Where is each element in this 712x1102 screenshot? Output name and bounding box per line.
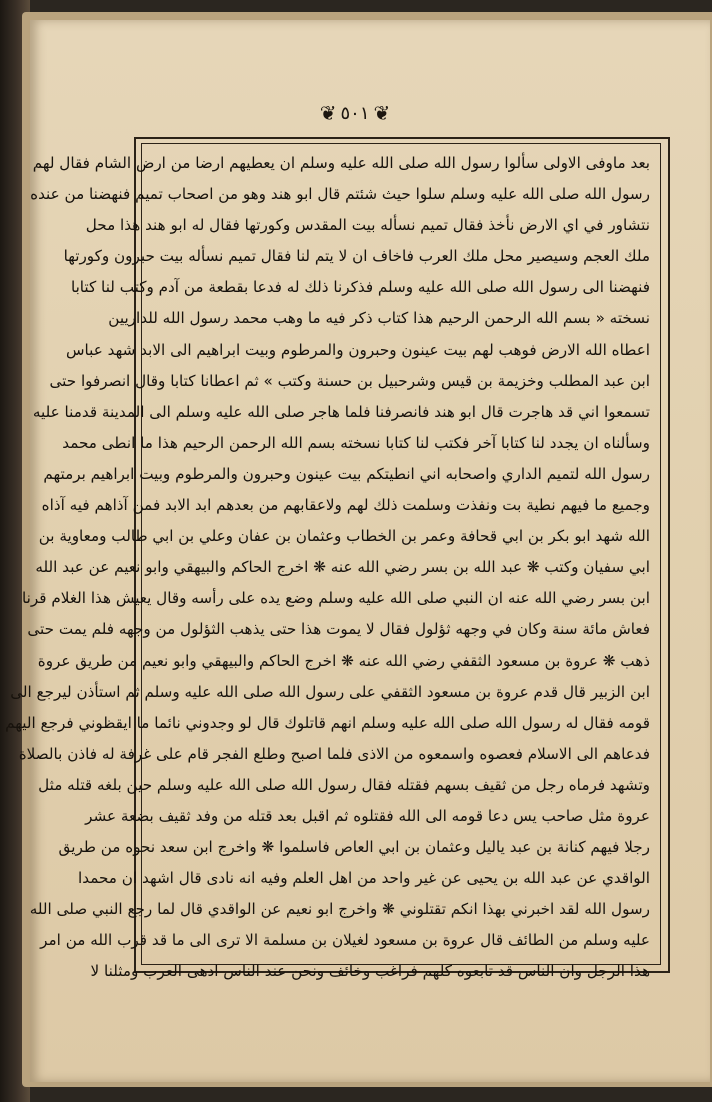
text-line: بعد ماوفى الاولى سألوا رسول الله صلى الله عليه وسلم ان يعطيهم ارضا من ارض الشام فقال لهم	[32, 154, 650, 172]
text-line: هذا الرجل وان الناس قد تابعوه كلهم فراغب وخائف ونحن عند الناس ادهى العرب ومثلنا لا	[90, 962, 650, 981]
text-line: رسول الله لتميم الداري واصحابه اني انطيتكم بيت عينون وحبرون والمرطوم وبيت ابراهيم برمتهم	[43, 464, 650, 483]
text-line: ابن الزبير قال قدم عروة بن مسعود الثقفي على رسول الله صلى الله عليه وسلم ثم استأذن ليرجع الى	[10, 682, 650, 701]
text-line: ابن عبد المطلب وخزيمة بن قيس وشرحبيل بن حسنة وكتب » ثم اعطانا كتابا وقال انصرفوا حتى	[49, 371, 650, 390]
text-line: وتشهد فرماه رجل من ثقيف بسهم فقتله فقال رسول الله صلى الله عليه وسلم حين بلغه قتله مثل	[38, 775, 650, 794]
page-header	[290, 96, 420, 130]
text-line: رسول الله صلى الله عليه وسلم سلوا حيث شئتم قال ابو هند وهو من اصحاب تميم فنهضنا من عنده	[30, 185, 650, 204]
text-line: عروة مثل صاحب يس دعا قومه الى الله فقتلوه ثم اقبل بعد قتله من وفد ثقيف بضعة عشر	[85, 806, 650, 825]
text-line: ملك العجم وسيصير محل ملك العرب فاخاف ان لا يتم لنا فقال تميم نسأله بيت حبرون وكورتها	[63, 247, 650, 266]
text-line: عليه وسلم من الطائف قال عروة بن مسعود لغيلان بن مسلمة الا ترى الى ما قد قرب الله من امر	[40, 931, 650, 950]
text-line: رجلا فيهم كنانة بن عبد ياليل وعثمان بن ابي العاص فاسلموا ❋ واخرج ابن سعد نحوه من طريق	[58, 838, 650, 857]
text-line: تسمعوا اني قد هاجرت قال ابو هند فانصرفنا فلما هاجر صلى الله عليه وسلم الى المدينة قدمنا عليه	[32, 402, 650, 421]
text-line: اعطاه الله الارض فوهب لهم بيت عينون وحبرون والمرطوم وبيت ابراهيم الى الابد شهد عباس	[66, 340, 650, 359]
page-number: ٥٠١	[340, 102, 370, 124]
text-line: قومه فقال له رسول الله صلى الله عليه وسلم انهم قاتلوك قال لو وجدوني نائما ما ايقظوني فرجع اليهم	[5, 713, 650, 732]
text-line: وسألناه ان يجدد لنا كتابا آخر فكتب لنا كتابا نسخته بسم الله الرحمن الرحيم هذا ما انطى محمد	[62, 433, 650, 452]
text-line: فدعاهم الى الاسلام فعصوه واسمعوه من الاذى فلما اصبح وطلع الفجر قام على غرفة له فاذن بالصلاة	[18, 744, 650, 763]
text-line: نسخته « بسم الله الرحمن الرحيم هذا كتاب ذكر فيه ما وهب محمد رسول الله للداريين	[108, 309, 650, 328]
ornament-icon-left: ❦	[319, 101, 337, 125]
text-line: وجميع ما فيهم نطية بت ونفذت وسلمت ذلك لهم ولاعقابهم من بعدهم ابد الابد فمن آذاهم فيه آذاه	[41, 496, 650, 515]
text-line: فعاش مائة سنة وكان في وجهه ثؤلول فقال لا يموت هذا حتى يذهب الثؤلول من وجهه فلم يمت حتى	[27, 620, 650, 639]
text-line: فنهضنا الى رسول الله صلى الله عليه وسلم فذكرنا ذلك له فدعا بقطعة من آدم وكتب لنا كتابا	[70, 278, 650, 297]
text-line: رسول الله لقد اخبرني بهذا انكم تقتلوني ❋ واخرج ابو نعيم عن الواقدي قال لما رجع النبي صلى الله	[29, 900, 650, 919]
text-line: ابي سفيان وكتب ❋ عبد الله بن بسر رضي الله عنه ❋ اخرج الحاكم والبيهقي وابو نعيم عن عبد الله	[35, 558, 650, 577]
text-line: نتشاور في اي الارض نأخذ فقال تميم نسأله بيت المقدس وكورتها فقال له ابو هند هذا محل	[85, 216, 650, 235]
text-line: ذهب ❋ عروة بن مسعود الثقفي رضي الله عنه ❋ اخرج الحاكم والبيهقي وابو نعيم من طريق عروة	[37, 651, 650, 670]
ornament-icon-right: ❦	[373, 101, 391, 125]
text-block	[5, 148, 650, 981]
text-line: الله شهد ابو بكر بن ابي قحافة وعمر بن الخطاب وعثمان بن عفان وعلي بن ابي طالب ومعاوية بن	[38, 527, 650, 546]
text-line: الواقدي عن عبد الله بن يحيى عن غير واحد من اهل العلم وفيه انه نادى قال اشهد ان محمدا	[78, 869, 650, 888]
text-line: ابن بسر رضي الله عنه ان النبي صلى الله عليه وسلم وضع يده على رأسه وقال يعيش هذا الغلام قرنا	[22, 589, 650, 608]
